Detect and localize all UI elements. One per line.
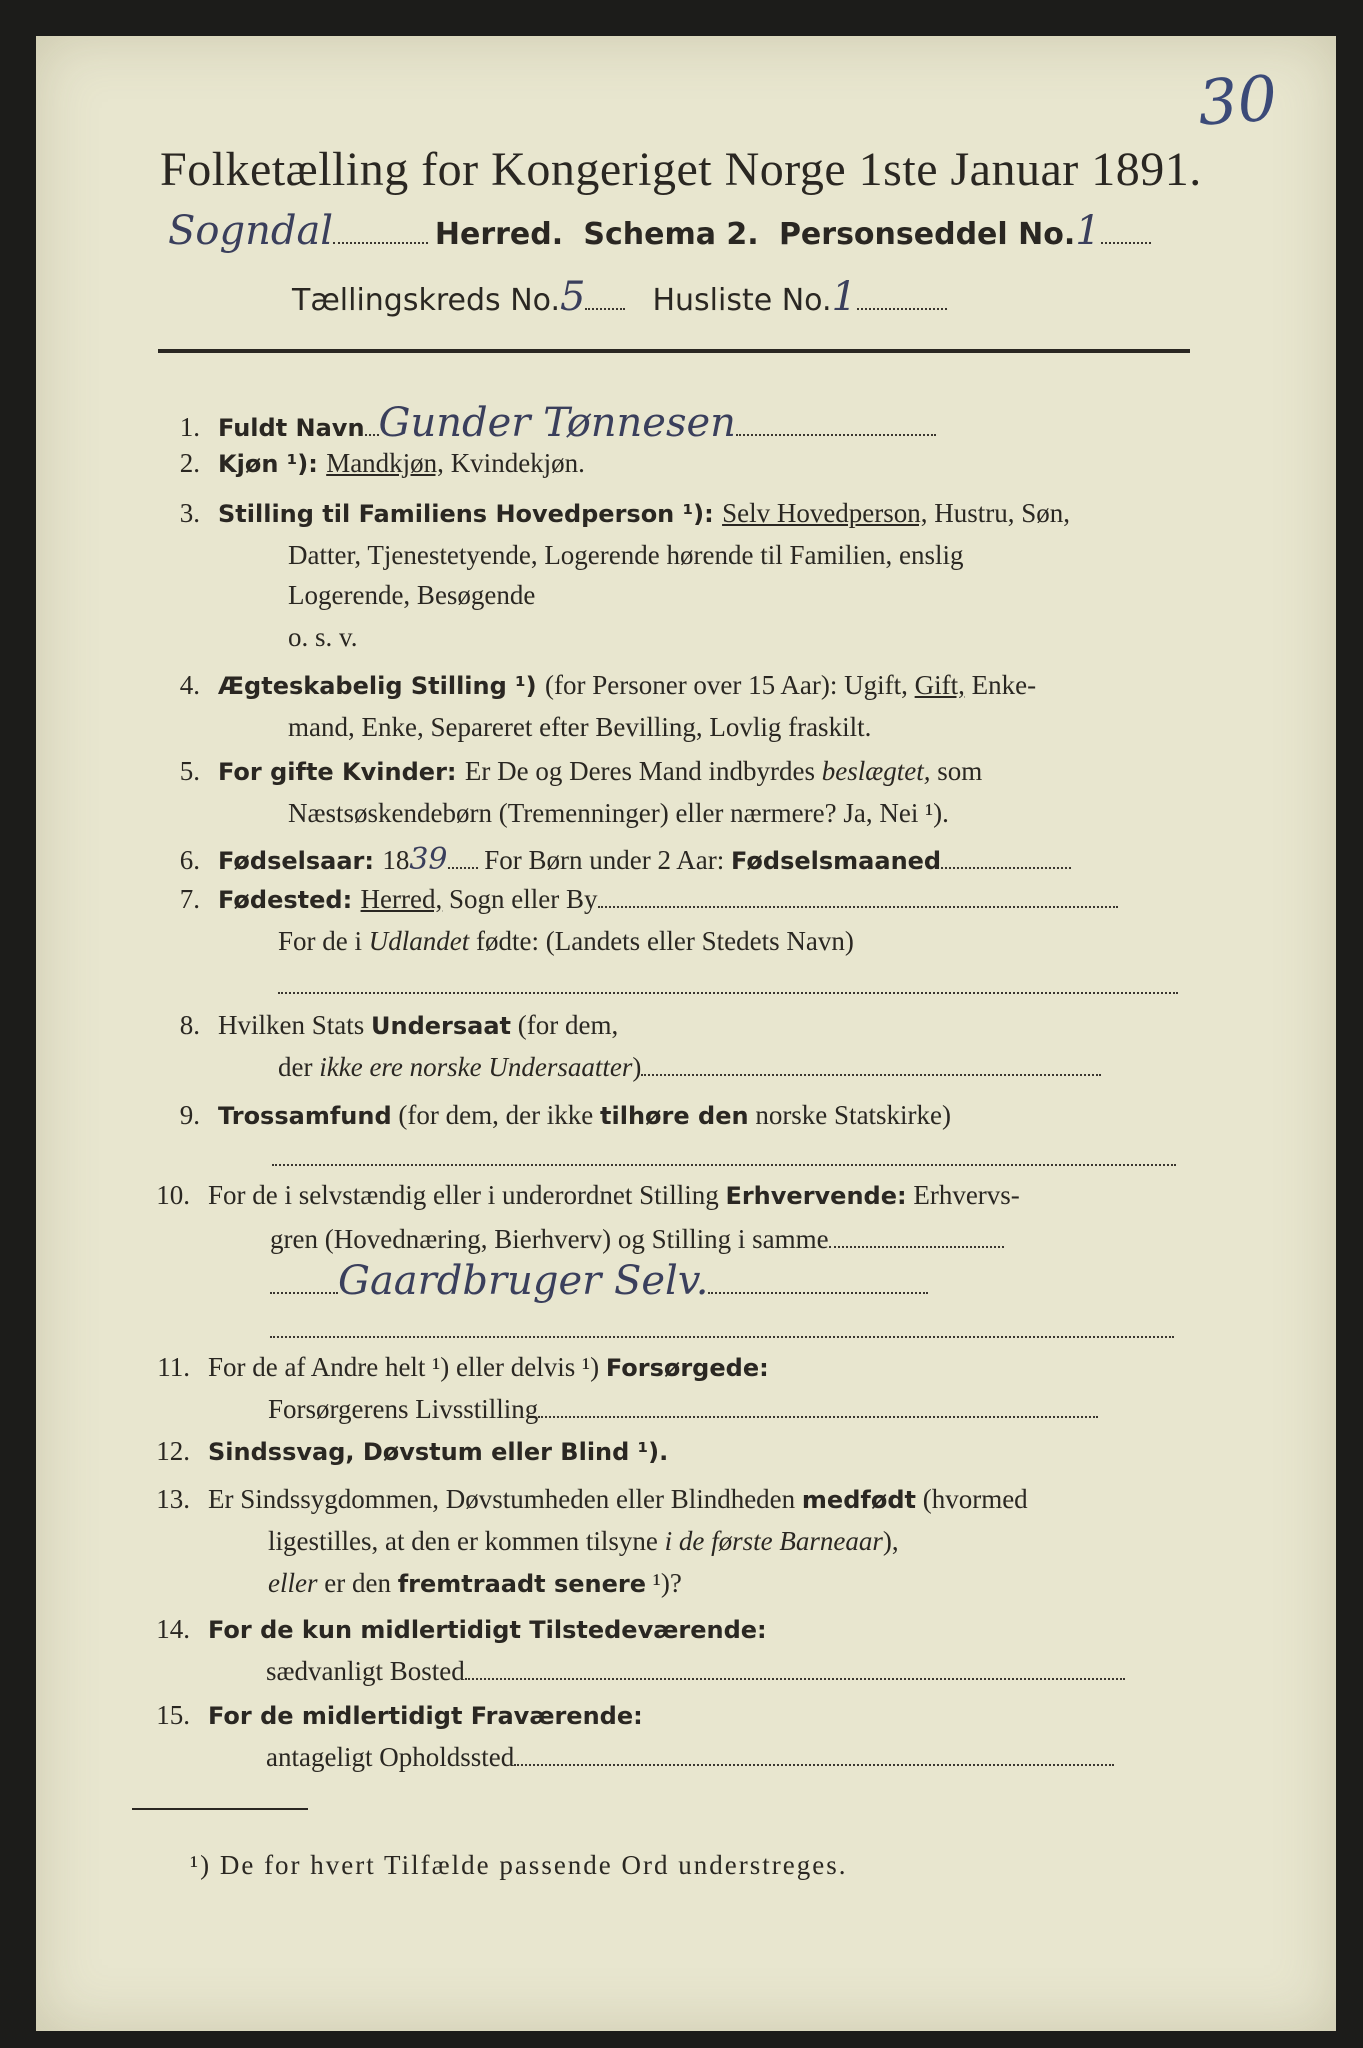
item-text: For Børn under 2 Aar: [477,845,731,875]
item-italic: beslægtet, [821,756,931,786]
underlined-answer: Selv Hovedperson, [722,498,928,528]
header-row-2 [292,274,947,320]
schema-label: Schema 2. [583,217,759,252]
item-number: 5. [179,756,200,786]
personseddel-handwritten: 1 [1075,208,1101,254]
husliste-handwritten: 1 [831,274,857,320]
item-text: For de i [278,926,369,956]
underlined-answer: Herred, [360,884,443,914]
item-text: (hvormed [915,1484,1028,1514]
item-10-answer [270,1258,928,1304]
item-label: Kjøn ¹): [218,450,327,478]
item-12 [140,1436,668,1467]
item-label: Fuldt Navn [218,414,365,442]
item-label: Stilling til Familiens Hovedperson ¹): [218,500,723,528]
item-number: 14. [156,1614,190,1644]
item-italic: ikke ere norske Undersaatter [319,1052,633,1082]
item-7 [150,884,1118,915]
item-13-line-2 [268,1526,899,1557]
item-label: Fødselsmaaned [731,847,942,875]
herred-label: Herred. [434,217,564,252]
personseddel-label: Personseddel No. [778,217,1076,252]
item-5-line-2: Næstsøskendebørn (Tremenninger) eller nærmere? Ja, Nei ¹). [288,798,949,828]
item-text: antageligt Opholdssted [266,1742,515,1772]
item-text: Hvilken Stats [218,1010,371,1040]
item-text: Kvindekjøn. [443,448,585,478]
underlined-answer: Mandkjøn, [326,448,444,478]
item-label: Undersaat [371,1012,512,1040]
item-15 [140,1700,643,1731]
footnote: ¹) De for hvert Tilfælde passende Ord understreges. [190,1850,848,1880]
item-text: ) [632,1052,642,1082]
item-9 [150,1100,951,1131]
item-8-line-2 [278,1052,1101,1083]
item-text: Forsørgerens Livsstilling [268,1394,539,1424]
item-text: 18 [382,845,410,875]
item-10 [140,1180,1020,1211]
item-italic: Udlandet [368,926,470,956]
item-text: Enke- [964,670,1037,700]
item-label: tilhøre den [600,1102,749,1130]
form-title: Folketælling for Kongeriget Norge 1ste Januar 1891. [160,143,1202,196]
item-number: 6. [179,845,200,875]
item-5 [150,756,982,787]
item-text: (for dem, [511,1010,619,1040]
underlined-answer: Gift, [914,670,965,700]
item-text: ), [882,1526,899,1556]
item-text: Er Sindssygdommen, Døvstumheden eller Blindheden [208,1484,802,1514]
item-text: ¹)? [646,1568,682,1598]
item-3-line-4: o. s. v. [288,622,358,652]
dotted-answer-line [270,1336,1174,1338]
dotted-answer-line [272,1164,1176,1166]
dotted-answer-line [278,992,1178,994]
item-number: 4. [179,670,200,700]
item-1 [150,400,936,446]
item-text: gren (Hovednæring, Bierhverv) og Stilling i samme [270,1224,829,1254]
item-text: (for dem, der ikke [391,1100,601,1130]
item-label: Sindssvag, Døvstum eller Blind ¹). [208,1438,669,1466]
item-text: For de af Andre helt ¹) eller delvis ¹) [208,1352,606,1382]
page-number: 30 [1195,61,1280,140]
item-number: 11. [157,1352,190,1382]
item-3 [150,498,1070,529]
item-label: medfødt [801,1486,916,1514]
item-text: er den [317,1568,398,1598]
item-14-line-2 [266,1656,1125,1687]
item-text: (for Personer over 15 Aar): Ugift, [544,670,915,700]
item-11 [140,1352,769,1383]
item-13-line-3 [268,1568,682,1599]
item-number: 10. [156,1180,190,1210]
item-text: Er De og Deres Mand indbyrdes [464,756,822,786]
kreds-handwritten: 5 [560,274,586,320]
item-label: Ægteskabelig Stilling ¹) [218,672,545,700]
item-text: Sogn eller By [442,884,598,914]
header-row-1 [168,208,1151,254]
item-3-line-2: Datter, Tjenestetyende, Logerende hørende til Familien, enslig [288,540,964,570]
item-number: 12. [156,1436,190,1466]
item-text: Erhvervs- [906,1180,1020,1210]
item-number: 7. [179,884,200,914]
item-text: sædvanligt Bosted [266,1656,465,1686]
item-text: Hustru, Søn, [927,498,1071,528]
item-2 [150,448,585,479]
item-number: 8. [179,1010,200,1040]
item-text: For de i selvstændig eller i underordnet Stilling [208,1180,726,1210]
item-label: fremtraadt senere [397,1570,647,1598]
item-label: Fødested: [218,886,361,914]
item-text: ligestilles, at den er kommen tilsyne [268,1526,665,1556]
husliste-label: Husliste No. [652,283,832,318]
item-6 [150,842,1071,877]
birth-year-handwritten: 39 [409,842,448,877]
full-name-handwritten: Gunder Tønnesen [378,400,736,446]
item-number: 3. [179,498,200,528]
item-15-line-2 [266,1742,1114,1773]
item-number: 9. [179,1100,200,1130]
item-text: fødte: (Landets eller Stedets Navn) [469,926,854,956]
item-number: 15. [156,1700,190,1730]
item-label: Trossamfund [218,1102,392,1130]
item-7-line-2 [278,926,854,957]
item-text: der [278,1052,320,1082]
item-label: For gifte Kvinder: [218,758,465,786]
occupation-handwritten: Gaardbruger Selv. [338,1258,709,1304]
item-10-line-2 [270,1224,1004,1255]
item-italic: eller [268,1568,318,1598]
item-italic: i de første Barneaar [664,1526,883,1556]
item-number: 2. [179,448,200,478]
item-4 [150,670,1036,701]
item-14 [140,1614,767,1645]
item-label: Fødselsaar: [218,847,383,875]
kreds-label: Tællingskreds No. [292,283,560,318]
header-rule [158,349,1190,353]
footnote-separator [132,1808,308,1810]
item-label: Erhvervende: [725,1182,907,1210]
item-label: For de kun midlertidigt Tilstedeværende: [208,1616,767,1644]
item-11-line-2 [268,1394,1098,1425]
item-3-line-3: Logerende, Besøgende [288,580,536,610]
item-13 [140,1484,1028,1515]
item-label: Forsørgede: [605,1354,769,1382]
item-8 [150,1010,618,1041]
item-label: For de midlertidigt Fraværende: [208,1702,643,1730]
item-number: 13. [156,1484,190,1514]
item-text: norske Statskirke) [748,1100,952,1130]
item-text: som [930,756,983,786]
item-4-line-2: mand, Enke, Separeret efter Bevilling, Lovlig fraskilt. [288,712,872,742]
herred-handwritten: Sogndal [168,208,334,254]
item-number: 1. [179,412,200,442]
